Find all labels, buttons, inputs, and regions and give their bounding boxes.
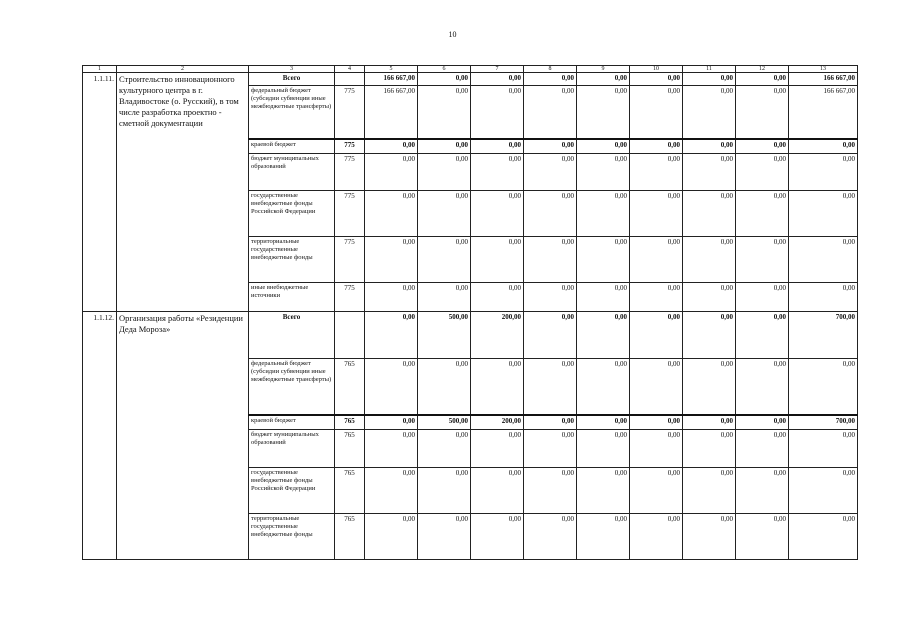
amount-cell: 0,00 — [577, 283, 630, 312]
amount-cell: 0,00 — [524, 139, 577, 154]
amount-cell: 0,00 — [736, 237, 789, 283]
amount-cell: 0,00 — [418, 154, 471, 191]
budget-table — [82, 65, 858, 560]
amount-cell: 0,00 — [630, 312, 683, 359]
amount-cell: 0,00 — [418, 514, 471, 560]
amount-cell: 0,00 — [630, 191, 683, 237]
column-number: 4 — [335, 66, 365, 73]
amount-cell: 0,00 — [471, 468, 524, 514]
amount-cell: 0,00 — [683, 237, 736, 283]
amount-cell: 0,00 — [630, 468, 683, 514]
column-number: 12 — [736, 66, 789, 73]
amount-cell: 0,00 — [365, 468, 418, 514]
budget-code: 775 — [335, 283, 365, 312]
funding-source: бюджет муниципальных образований — [249, 154, 335, 191]
amount-cell: 0,00 — [577, 430, 630, 468]
amount-cell: 0,00 — [789, 139, 858, 154]
amount-cell: 0,00 — [418, 86, 471, 139]
amount-cell: 0,00 — [736, 430, 789, 468]
amount-cell: 200,00 — [471, 312, 524, 359]
amount-cell: 0,00 — [683, 73, 736, 86]
amount-cell: 0,00 — [630, 154, 683, 191]
amount-cell: 0,00 — [789, 430, 858, 468]
amount-cell: 0,00 — [789, 154, 858, 191]
amount-cell: 0,00 — [524, 237, 577, 283]
amount-cell: 0,00 — [524, 154, 577, 191]
funding-source: краевой бюджет — [249, 415, 335, 430]
column-number: 11 — [683, 66, 736, 73]
column-number: 13 — [789, 66, 858, 73]
amount-cell: 0,00 — [418, 430, 471, 468]
amount-cell: 0,00 — [524, 86, 577, 139]
amount-cell: 0,00 — [630, 430, 683, 468]
amount-cell: 166 667,00 — [789, 86, 858, 139]
amount-cell: 0,00 — [736, 514, 789, 560]
amount-cell: 0,00 — [471, 139, 524, 154]
section-index: 1.1.11. — [83, 73, 117, 312]
amount-cell: 0,00 — [365, 191, 418, 237]
amount-cell: 0,00 — [683, 430, 736, 468]
amount-cell: 0,00 — [683, 139, 736, 154]
amount-cell: 0,00 — [789, 514, 858, 560]
amount-cell: 0,00 — [471, 430, 524, 468]
budget-code: 765 — [335, 415, 365, 430]
column-number: 1 — [83, 66, 117, 73]
amount-cell: 0,00 — [577, 359, 630, 415]
amount-cell: 0,00 — [789, 237, 858, 283]
column-number: 5 — [365, 66, 418, 73]
budget-code: 775 — [335, 191, 365, 237]
amount-cell: 0,00 — [365, 415, 418, 430]
column-number: 6 — [418, 66, 471, 73]
amount-cell: 500,00 — [418, 312, 471, 359]
amount-cell: 0,00 — [471, 191, 524, 237]
amount-cell: 0,00 — [471, 359, 524, 415]
budget-code: 765 — [335, 430, 365, 468]
amount-cell: 0,00 — [471, 73, 524, 86]
amount-cell: 0,00 — [736, 73, 789, 86]
amount-cell: 0,00 — [471, 514, 524, 560]
section-index: 1.1.12. — [83, 312, 117, 560]
amount-cell: 0,00 — [418, 359, 471, 415]
amount-cell: 0,00 — [524, 359, 577, 415]
amount-cell: 0,00 — [577, 191, 630, 237]
amount-cell: 0,00 — [736, 359, 789, 415]
budget-code: 775 — [335, 237, 365, 283]
amount-cell: 0,00 — [683, 312, 736, 359]
amount-cell: 0,00 — [683, 86, 736, 139]
amount-cell: 700,00 — [789, 415, 858, 430]
column-number: 3 — [249, 66, 335, 73]
amount-cell: 0,00 — [471, 154, 524, 191]
amount-cell: 0,00 — [524, 73, 577, 86]
amount-cell: 0,00 — [736, 191, 789, 237]
total-row — [83, 312, 858, 359]
amount-cell: 0,00 — [683, 514, 736, 560]
column-number: 2 — [117, 66, 249, 73]
amount-cell: 0,00 — [577, 312, 630, 359]
budget-code: 765 — [335, 514, 365, 560]
column-number: 7 — [471, 66, 524, 73]
amount-cell: 0,00 — [683, 468, 736, 514]
amount-cell: 0,00 — [630, 415, 683, 430]
funding-source: федеральный бюджет (субсидии субвенции иные межбюджетные трансферты) — [249, 359, 335, 415]
amount-cell: 0,00 — [630, 139, 683, 154]
budget-code: 775 — [335, 86, 365, 139]
amount-cell: 0,00 — [471, 283, 524, 312]
budget-table-body — [83, 66, 858, 560]
budget-code: 765 — [335, 468, 365, 514]
amount-cell: 0,00 — [365, 430, 418, 468]
amount-cell: 0,00 — [365, 154, 418, 191]
amount-cell: 0,00 — [524, 430, 577, 468]
amount-cell: 0,00 — [577, 154, 630, 191]
column-number-row — [83, 66, 858, 73]
amount-cell: 0,00 — [683, 154, 736, 191]
amount-cell: 0,00 — [683, 359, 736, 415]
budget-code — [335, 312, 365, 359]
funding-source: территориальные государственные внебюджетные фонды — [249, 237, 335, 283]
column-number: 9 — [577, 66, 630, 73]
amount-cell: 700,00 — [789, 312, 858, 359]
amount-cell: 0,00 — [524, 415, 577, 430]
amount-cell: 0,00 — [683, 283, 736, 312]
amount-cell: 0,00 — [524, 468, 577, 514]
amount-cell: 0,00 — [524, 312, 577, 359]
amount-cell: 0,00 — [418, 283, 471, 312]
total-row — [83, 73, 858, 86]
budget-code — [335, 73, 365, 86]
amount-cell: 0,00 — [683, 191, 736, 237]
funding-source: Всего — [249, 73, 335, 86]
amount-cell: 0,00 — [736, 468, 789, 514]
amount-cell: 0,00 — [577, 73, 630, 86]
amount-cell: 166 667,00 — [365, 73, 418, 86]
amount-cell: 0,00 — [471, 86, 524, 139]
amount-cell: 0,00 — [577, 415, 630, 430]
budget-code: 765 — [335, 359, 365, 415]
funding-source: Всего — [249, 312, 335, 359]
budget-code: 775 — [335, 139, 365, 154]
amount-cell: 0,00 — [418, 73, 471, 86]
amount-cell: 0,00 — [789, 468, 858, 514]
amount-cell: 0,00 — [418, 237, 471, 283]
funding-source: федеральный бюджет (субсидии субвенции иные межбюджетные трансферты) — [249, 86, 335, 139]
amount-cell: 0,00 — [365, 312, 418, 359]
amount-cell: 0,00 — [789, 191, 858, 237]
amount-cell: 0,00 — [418, 191, 471, 237]
amount-cell: 0,00 — [736, 154, 789, 191]
amount-cell: 0,00 — [630, 237, 683, 283]
amount-cell: 0,00 — [365, 514, 418, 560]
budget-code: 775 — [335, 154, 365, 191]
amount-cell: 0,00 — [365, 237, 418, 283]
section-name: Строительство инновационного культурного центра в г. Владивостоке (о. Русский), в том числе разработка проектно - сметной документации — [117, 73, 249, 312]
funding-source: бюджет муниципальных образований — [249, 430, 335, 468]
amount-cell: 0,00 — [577, 139, 630, 154]
column-number: 8 — [524, 66, 577, 73]
amount-cell: 0,00 — [736, 283, 789, 312]
amount-cell: 0,00 — [471, 237, 524, 283]
amount-cell: 0,00 — [789, 283, 858, 312]
amount-cell: 0,00 — [736, 312, 789, 359]
amount-cell: 0,00 — [736, 415, 789, 430]
amount-cell: 0,00 — [736, 86, 789, 139]
column-number: 10 — [630, 66, 683, 73]
amount-cell: 0,00 — [630, 73, 683, 86]
amount-cell: 0,00 — [577, 237, 630, 283]
amount-cell: 0,00 — [524, 514, 577, 560]
amount-cell: 0,00 — [683, 415, 736, 430]
section-name: Организация работы «Резиденции Деда Мороза» — [117, 312, 249, 560]
amount-cell: 0,00 — [577, 468, 630, 514]
amount-cell: 0,00 — [524, 191, 577, 237]
page-number: 10 — [448, 30, 457, 39]
amount-cell: 0,00 — [418, 468, 471, 514]
amount-cell: 0,00 — [577, 514, 630, 560]
amount-cell: 0,00 — [365, 359, 418, 415]
amount-cell: 0,00 — [365, 139, 418, 154]
funding-source: государственные внебюджетные фонды Российской Федерации — [249, 468, 335, 514]
funding-source: иные внебюджетные источники — [249, 283, 335, 312]
funding-source: территориальные государственные внебюджетные фонды — [249, 514, 335, 560]
amount-cell: 0,00 — [365, 283, 418, 312]
amount-cell: 0,00 — [630, 359, 683, 415]
amount-cell: 0,00 — [789, 359, 858, 415]
amount-cell: 0,00 — [630, 86, 683, 139]
amount-cell: 0,00 — [630, 283, 683, 312]
amount-cell: 0,00 — [524, 283, 577, 312]
amount-cell: 0,00 — [736, 139, 789, 154]
amount-cell: 200,00 — [471, 415, 524, 430]
amount-cell: 166 667,00 — [365, 86, 418, 139]
funding-source: краевой бюджет — [249, 139, 335, 154]
amount-cell: 0,00 — [577, 86, 630, 139]
amount-cell: 500,00 — [418, 415, 471, 430]
amount-cell: 0,00 — [630, 514, 683, 560]
amount-cell: 0,00 — [418, 139, 471, 154]
funding-source: государственные внебюджетные фонды Российской Федерации — [249, 191, 335, 237]
amount-cell: 166 667,00 — [789, 73, 858, 86]
